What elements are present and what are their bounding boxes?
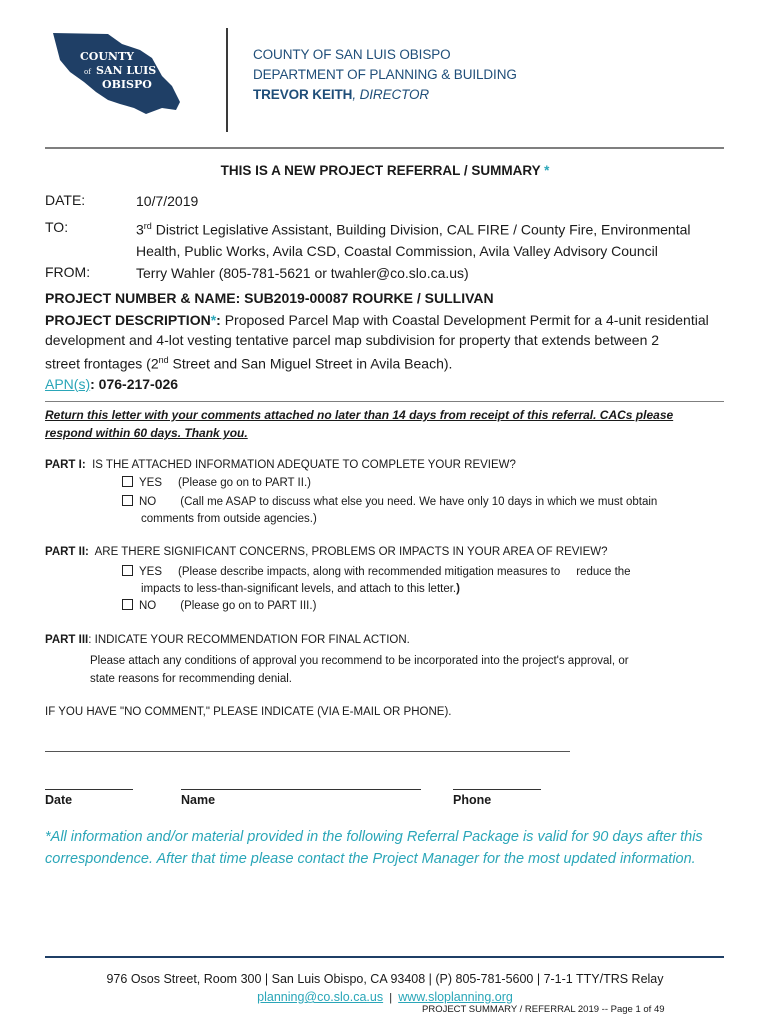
part2-no-checkbox[interactable] (122, 599, 133, 610)
part2-yes-checkbox[interactable] (122, 565, 133, 576)
to-value: 3rd District Legislative Assistant, Building Division, CAL FIRE / County Fire, Environmental Health, Public Works, Avila CSD, Coastal Commission, Avila Valley Advisory Council (136, 221, 691, 259)
page-number: PROJECT SUMMARY / REFERRAL 2019 -- Page 1 of 49 (422, 1004, 665, 1015)
comment-line[interactable] (45, 751, 570, 752)
footer-website-link[interactable]: www.sloplanning.org (398, 990, 513, 1004)
from-label: FROM: (45, 264, 91, 280)
title-asterisk: * (544, 163, 550, 178)
svg-text:OBISPO: OBISPO (102, 78, 152, 91)
county-logo (50, 30, 190, 120)
apn-value: : 076-217-026 (90, 375, 179, 392)
header-divider (226, 28, 228, 132)
footer-email-link[interactable]: planning@co.slo.ca.us (257, 990, 384, 1004)
footer-address: 976 Osos Street, Room 300 | San Luis Obispo, CA 93408 | (P) 805-781-5600 | 7-1-1 TTY/TRS Relay (106, 972, 664, 986)
part3-question: PART III: INDICATE YOUR RECOMMENDATION FOR FINAL ACTION. (45, 634, 410, 646)
part1-yes-option[interactable]: YES (Please go on to PART II.) (122, 476, 311, 489)
footer-rule (45, 956, 724, 958)
date-line[interactable] (45, 789, 133, 790)
project-description: PROJECT DESCRIPTION*: Proposed Parcel Map with Coastal Development Permit for a 4-unit residential development and 4-lot vesting tentative parcel map subdivision for property that extends between 2 street frontages (2nd Street and San Miguel Street in Avila Beach). APN(s): 076-217-026 (45, 312, 709, 392)
part2-yes-option[interactable]: YES (Please describe impacts, along with recommended mitigation measures to reduce the impacts to less-than-significant levels, and attach to this letter.) (122, 564, 732, 598)
name-line[interactable] (181, 789, 421, 790)
validity-notice: *All information and/or material provided in the following Referral Package is valid for 90 days after this correspondence. After that time please contact the Project Manager for the most updated information. (45, 829, 703, 867)
to-label: TO: (45, 219, 69, 235)
phone-field-label: Phone (453, 793, 492, 807)
apn-link[interactable]: APN(s) (45, 375, 91, 392)
svg-text:SAN LUIS: SAN LUIS (96, 64, 157, 77)
name-field-label: Name (181, 793, 216, 807)
part1-yes-checkbox[interactable] (122, 476, 133, 487)
date-field-label: Date (45, 793, 73, 807)
page-title: THIS IS A NEW PROJECT REFERRAL / SUMMARY * (220, 163, 550, 178)
date-value: 10/7/2019 (136, 193, 199, 209)
director-title: , DIRECTOR (352, 87, 430, 102)
part1-question: PART I: IS THE ATTACHED INFORMATION ADEQUATE TO COMPLETE YOUR REVIEW? (45, 459, 516, 471)
svg-text:COUNTY: COUNTY (80, 50, 135, 63)
phone-line[interactable] (453, 789, 541, 790)
project-number-name: PROJECT NUMBER & NAME: SUB2019-00087 ROURKE / SULLIVAN (45, 290, 494, 306)
header-county: COUNTY OF SAN LUIS OBISPO (253, 47, 451, 62)
return-instructions: Return this letter with your comments attached no later than 14 days from receipt of this referral. CACs please respond within 60 days. Thank you. (45, 408, 674, 440)
header-rule (45, 147, 724, 149)
footer-links: planning@co.slo.ca.us | www.sloplanning.org (257, 990, 513, 1004)
no-comment-note: IF YOU HAVE "NO COMMENT," PLEASE INDICATE (VIA E-MAIL OR PHONE). (45, 706, 452, 718)
part3-instructions: Please attach any conditions of approval you recommend to be incorporated into the project's approval, or state reasons for recommending denial. (90, 655, 629, 685)
director-name: TREVOR KEITH (253, 87, 353, 102)
part2-no-option[interactable]: NO (Please go on to PART III.) (122, 599, 316, 612)
date-label: DATE: (45, 192, 86, 208)
svg-text:of: of (84, 68, 91, 76)
from-value: Terry Wahler (805-781-5621 or twahler@co.slo.ca.us) (136, 265, 469, 281)
section-rule (45, 401, 724, 402)
header-director (253, 87, 429, 102)
part1-no-option[interactable]: NO (Call me ASAP to discuss what else you need. We have only 10 days in which we must obtain comments from outside agencies.) (122, 494, 732, 528)
part1-no-checkbox[interactable] (122, 495, 133, 506)
header-department: DEPARTMENT OF PLANNING & BUILDING (253, 67, 517, 82)
part2-question: PART II: ARE THERE SIGNIFICANT CONCERNS, PROBLEMS OR IMPACTS IN YOUR AREA OF REVIEW? (45, 546, 608, 558)
